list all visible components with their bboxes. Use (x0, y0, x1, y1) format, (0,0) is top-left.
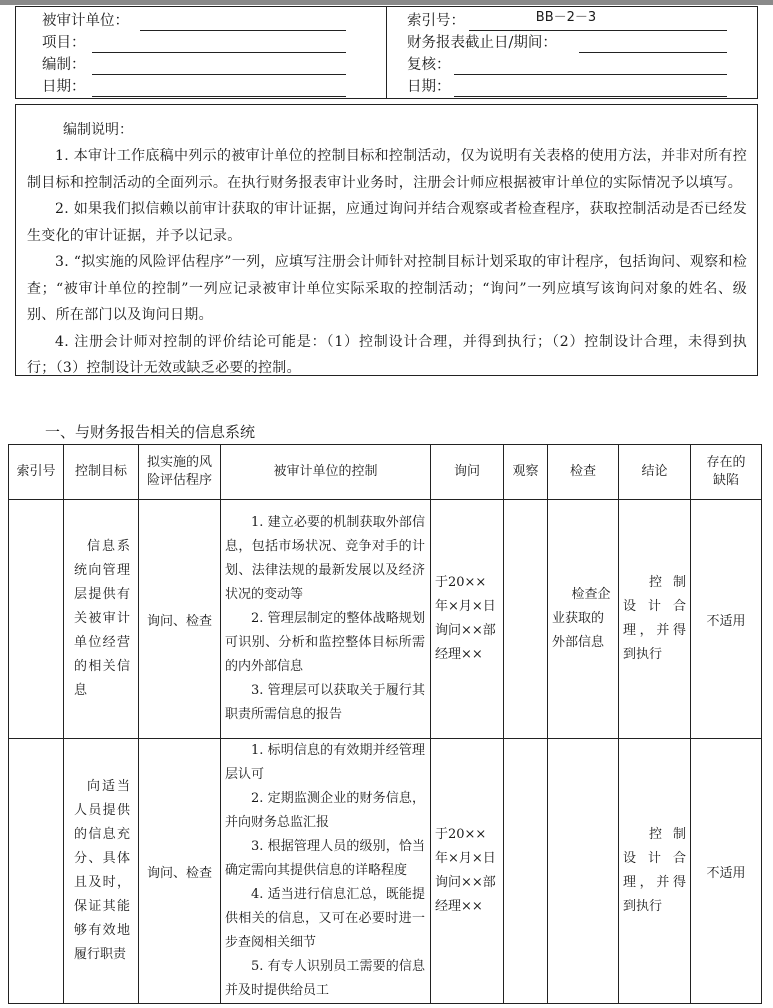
col-header-controls: 被审计单位的控制 (221, 445, 431, 500)
row2-conclusion: 控制设计合理，并得到执行 (619, 739, 691, 1004)
row2-control-4: 4. 适当进行信息汇总，既能提供相关的信息，又可在必要时进一步查阅相关细节 (225, 887, 425, 950)
header-preparer-label: 编制： (42, 57, 86, 73)
header-entity-label: 被审计单位： (42, 13, 129, 29)
header-period-label: 财务报表截止日/期间： (407, 35, 557, 51)
note-paragraph-4: 4. 注册会计师对控制的评价结论可能是：（1）控制设计合理，并得到执行；（2）控制设计合理，未得到执行；（3）控制设计无效或缺乏必要的控制。 (27, 333, 747, 376)
table-row (9, 739, 762, 1004)
row2-inspection (548, 739, 619, 1004)
row1-observation (504, 500, 548, 739)
note-paragraph-1: 1. 本审计工作底稿中列示的被审计单位的控制目标和控制活动，仅为说明有关表格的使用方法，并非对所有控制目标和控制活动的全面列示。在执行财务报表审计业务时，注册会计师应根据被审计单位的实际情况予以填写。 (27, 148, 747, 191)
header-preparer-field[interactable] (92, 57, 346, 75)
control-table (8, 444, 762, 1004)
row2-deficiency: 不适用 (691, 739, 762, 1004)
col-header-deficiency: 存在的缺陷 (691, 445, 762, 500)
row2-observation (504, 739, 548, 1004)
note-paragraph-3: 3. “拟实施的风险评估程序”一列，应填写注册会计师针对控制目标计划采取的审计程序，包括询问、观察和检查；“被审计单位的控制”一列应记录被审计单位实际采取的控制活动；“询问”一列应填写该询问对象的姓名、级别、所在部门以及询问日期。 (27, 254, 747, 323)
row2-control-1: 1. 标明信息的有效期并经管理层认可 (225, 743, 425, 782)
header-review-date-field[interactable] (454, 79, 727, 97)
row1-procedure: 询问、检查 (139, 500, 221, 739)
row1-control-2: 2. 管理层制定的整体战略规划可识别、分析和监控整体目标所需的内外部信息 (225, 611, 425, 674)
col-header-inquiry: 询问 (431, 445, 504, 500)
control-table-wrapper (8, 444, 762, 1004)
row1-conclusion: 控制设计合理，并得到执行 (619, 500, 691, 739)
header-reviewer-label: 复核： (407, 57, 451, 73)
row2-control-2: 2. 定期监测企业的财务信息，并向财务总监汇报 (225, 791, 425, 830)
row1-controls (221, 500, 431, 739)
row1-inquiry: 于20××年×月×日询问××部经理×× (431, 500, 504, 739)
preparation-notes (15, 104, 758, 376)
header-project-field[interactable] (92, 35, 346, 53)
row2-procedure: 询问、检查 (139, 739, 221, 1004)
row1-index (9, 500, 64, 739)
row1-control-3: 3. 管理层可以获取关于履行其职责所需信息的报告 (225, 683, 425, 722)
table-row (9, 500, 762, 739)
row2-control-3: 3. 根据管理人员的级别，恰当确定需向其提供信息的详略程度 (225, 839, 425, 878)
note-paragraph-2: 2. 如果我们拟信赖以前审计获取的审计证据，应通过询问并结合观察或者检查程序，获取控制活动是否已经发生变化的审计证据，并予以记录。 (27, 201, 747, 244)
header-review-date-label: 日期： (407, 79, 451, 95)
header-index-value: BB－2－3 (535, 10, 597, 25)
col-header-conclusion: 结论 (619, 445, 691, 500)
header-index-label: 索引号： (407, 13, 465, 29)
row2-inquiry: 于20××年×月×日询问××部经理×× (431, 739, 504, 1004)
row2-index (9, 739, 64, 1004)
section-title: 一、与财务报告相关的信息系统 (45, 423, 256, 441)
workpaper-header (15, 6, 758, 99)
col-header-index: 索引号 (9, 445, 64, 500)
header-entity-field[interactable] (140, 13, 346, 31)
header-project-label: 项目： (42, 35, 86, 51)
table-header-row (9, 445, 762, 500)
row1-inspection: 检查企业获取的外部信息 (548, 500, 619, 739)
col-header-objective: 控制目标 (64, 445, 139, 500)
row1-control-1: 1. 建立必要的机制获取外部信息，包括市场状况、竞争对手的计划、法律法规的最新发展以及经济状况的变动等 (225, 515, 425, 602)
header-period-field[interactable] (579, 35, 727, 53)
row1-objective: 信息系统向管理层提供有关被审计单位经营的相关信息 (64, 500, 139, 739)
header-date-label: 日期： (42, 79, 86, 95)
row1-deficiency: 不适用 (691, 500, 762, 739)
header-reviewer-field[interactable] (454, 57, 727, 75)
header-date-field[interactable] (92, 79, 346, 97)
col-header-inspection: 检查 (548, 445, 619, 500)
row2-control-5: 5. 有专人识别员工需要的信息并及时提供给员工 (225, 959, 425, 998)
col-header-procedure: 拟实施的风险评估程序 (139, 445, 221, 500)
notes-title: 编制说明： (63, 122, 133, 138)
row2-objective: 向适当人员提供的信息充分、具体且及时，保证其能够有效地履行职责 (64, 739, 139, 1004)
top-edge-strip (0, 0, 773, 5)
row2-controls (221, 739, 431, 1004)
col-header-observation: 观察 (504, 445, 548, 500)
header-divider (386, 7, 387, 98)
